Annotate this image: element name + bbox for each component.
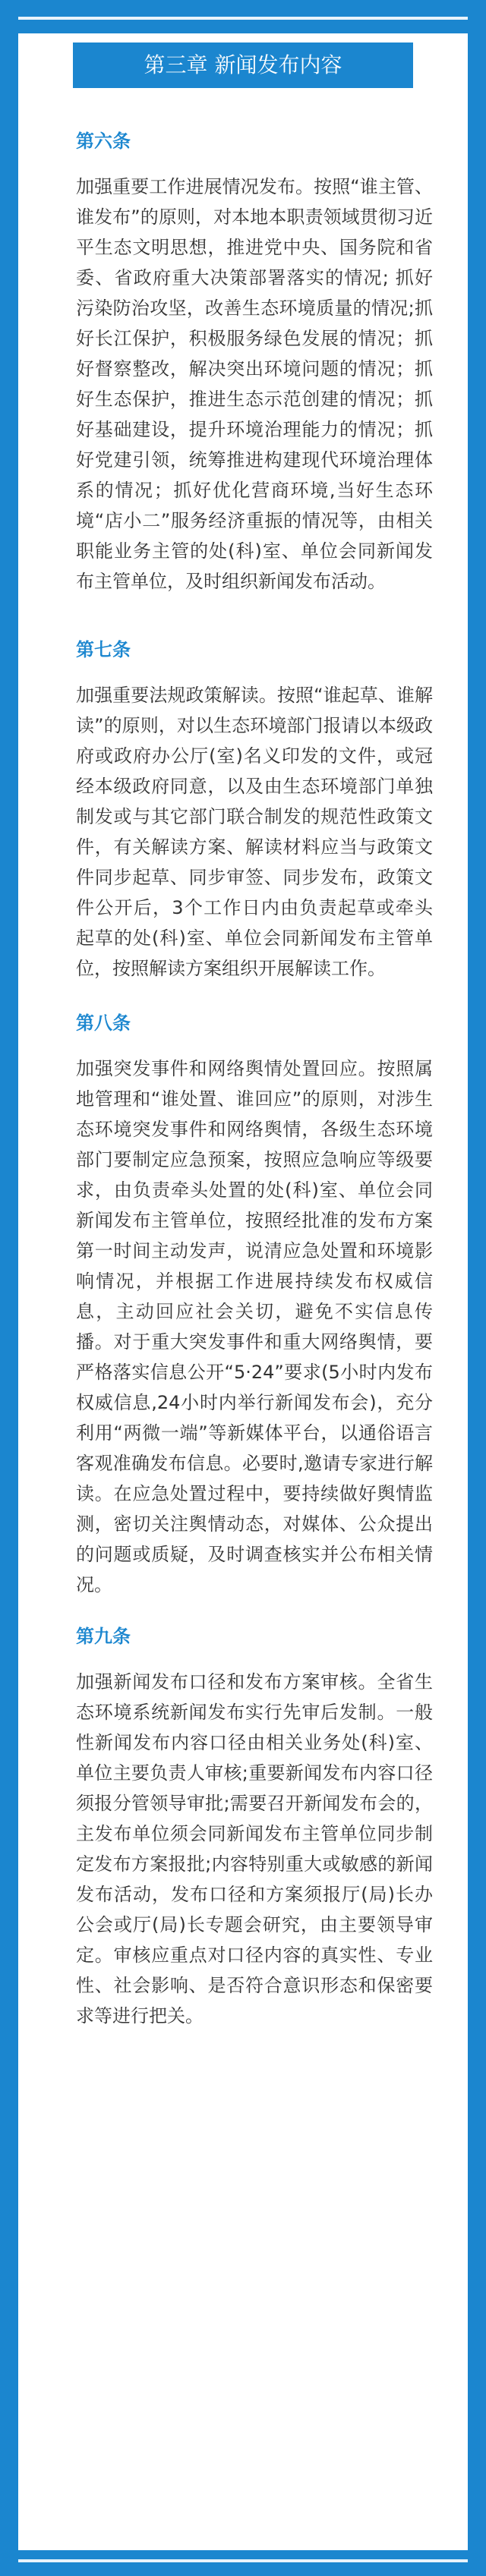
chapter-title: 第三章 新闻发布内容 [73, 43, 413, 88]
article-9 [76, 1624, 433, 2031]
article-6-body: 加强重要工作进展情况发布。按照“谁主管、谁发布”的原则，对本地本职责领域贯彻习近平生态文明思想，推进党中央、国务院和省委、省政府重大决策部署落实的情况; 抓好污染防治攻坚，改善生态环境质量的情况;抓好长江保护，积极服务绿色发展的情况；抓好督察整改，解决突出环境问题的情况；抓好生态保护，推进生态示范创建的情况；抓好基础建设，提升环境治理能力的情况；抓好党建引领，统筹推进构建现代环境治理体系的情况；抓好优化营商环境,当好生态环境“店小二”服务经济重振的情况等，由相关职能业务主管的处(科)室、单位会同新闻发布主管单位，及时组织新闻发布活动。 [76, 176, 433, 592]
articles-section [76, 129, 433, 2031]
article-6 [76, 129, 433, 597]
article-9-body: 加强新闻发布口径和发布方案审核。全省生态环境系统新闻发布实行先审后发制。一般性新闻发布内容口径由相关业务处(科)室、单位主要负责人审核;重要新闻发布内容口径须报分管领导审批;需要召开新闻发布会的，主发布单位须会同新闻发布主管单位同步制定发布方案报批;内容特别重大或敏感的新闻发布活动，发布口径和方案须报厅(局)长办公会或厅(局)长专题会研究，由主要领导审定。审核应重点对口径内容的真实性、专业性、社会影响、是否符合意识形态和保密要求等进行把关。 [76, 1671, 433, 2026]
article-7 [76, 638, 433, 984]
article-8-title: 第八条 [76, 1012, 131, 1034]
article-7-title: 第七条 [76, 639, 131, 660]
article-8 [76, 1011, 433, 1600]
top-divider [18, 17, 468, 20]
article-7-body: 加强重要法规政策解读。按照“谁起草、谁解读”的原则，对以生态环境部门报请以本级政府或政府办公厅(室)名义印发的文件，或冠经本级政府同意，以及由生态环境部门单独制发或与其它部门联合制发的规范性政策文件，有关解读方案、解读材料应当与政策文件同步起草、同步审签、同步发布，政策文件公开后，3个工作日内由负责起草或牵头起草的处(科)室、单位会同新闻发布主管单位，按照解读方案组织开展解读工作。 [76, 685, 433, 979]
bottom-divider [18, 2559, 468, 2562]
article-6-title: 第六条 [76, 131, 131, 152]
article-9-title: 第九条 [76, 1626, 131, 1647]
article-8-body: 加强突发事件和网络舆情处置回应。按照属地管理和“谁处置、谁回应”的原则，对涉生态环境突发事件和网络舆情，各级生态环境部门要制定应急预案，按照应急响应等级要求，由负责牵头处置的处(科)室、单位会同新闻发布主管单位，按照经批准的发布方案第一时间主动发声，说清应急处置和环境影响情况，并根据工作进展持续发布权威信息，主动回应社会关切，避免不实信息传播。对于重大突发事件和重大网络舆情，要严格落实信息公开“5·24”要求(5小时内发布权威信息,24小时内举行新闻发布会)，充分利用“两微一端”等新媒体平台，以通俗语言客观准确发布信息。必要时,邀请专家进行解读。在应急处置过程中，要持续做好舆情监测，密切关注舆情动态，对媒体、公众提出的问题或质疑，及时调查核实并公布相关情况。 [76, 1058, 433, 1595]
